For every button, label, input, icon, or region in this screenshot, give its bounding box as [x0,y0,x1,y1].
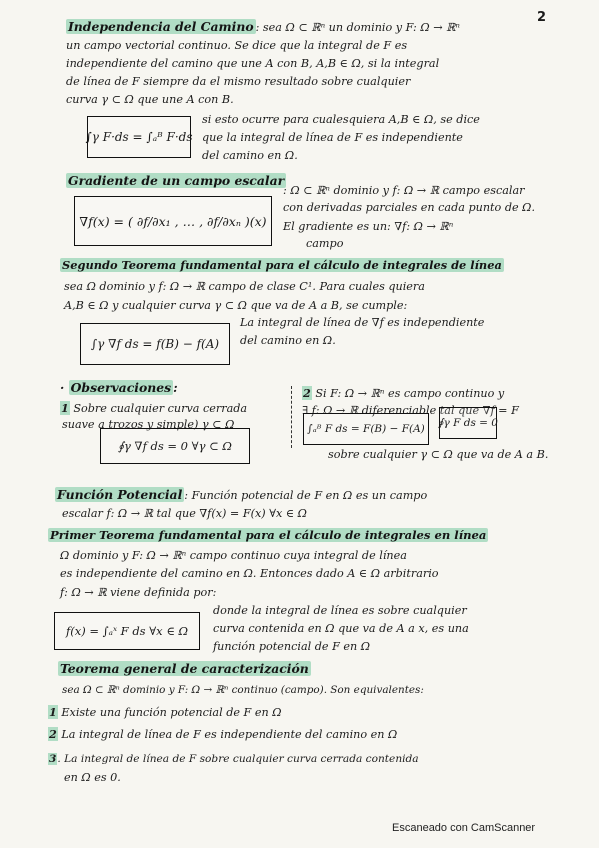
obs2-formula-b-box: ∮γ F ds = 0 [439,407,497,439]
s2-line-1: con derivadas parciales en cada punto de Ω. [283,201,536,214]
s3-formula-box: ∫γ ∇f ds = f(B) − f(A) [80,323,230,365]
page-number: 2 [537,10,547,25]
s6-line-0: Ω dominio y F: Ω → ℝⁿ campo continuo cuya integral de línea [60,549,407,562]
s1-line-2: independiente del camino que une A con B, A,B ∈ Ω, si la integral [66,57,440,70]
s2-line-0: : Ω ⊂ ℝⁿ dominio y f: Ω → ℝ campo escalar [283,184,525,197]
s3-line-0: sea Ω dominio y f: Ω → ℝ campo de clase C¹. Para cuales quiera [64,280,425,293]
s6-line-2: f: Ω → ℝ viene definida por: [60,586,217,599]
obs1-formula-box: ∮γ ∇f ds = 0 ∀γ ⊂ Ω [100,428,250,464]
s7-item-2-number: 2 [49,727,57,741]
obs2-number: 2 [303,386,311,400]
characterization-title: Teorema general de caracterización [60,661,309,676]
s7-item-3: 3. La integral de línea de F sobre cualquier curva cerrada contenida [49,753,419,765]
s5-line-1: escalar f: Ω → ℝ tal que ∇f(x) = F(x) ∀x ∈ Ω [62,507,307,520]
s6-note-1: curva contenida en Ω que va de A a x, es una [213,622,469,635]
s6-note-2: función potencial de F en Ω [213,640,371,653]
observations-title: · Observaciones : [60,380,178,395]
s2-line-3: campo [306,237,344,250]
potential-section [55,488,427,503]
s1-line-3: de línea de F siempre da el mismo resultado sobre cualquier [66,75,411,88]
obs2-caption: sobre cualquier γ ⊂ Ω que va de A a B. [328,448,549,461]
obs2-line-1: ∃ f: Ω → ℝ diferenciable tal que ∇f = F [302,404,519,417]
s1-note-1: que la integral de línea de F es independiente [202,131,463,144]
s7-item-2: 2 La integral de línea de F es independiente del camino en Ω [49,727,398,741]
s5-line-0: : Función potencial de F en Ω es un campo [184,489,428,502]
s3-note-1: del camino en Ω. [240,334,336,347]
s3-line-1: A,B ∈ Ω y cualquier curva γ ⊂ Ω que va de A a B, se cumple: [64,299,408,312]
s1-formula-box: ∫γ F·ds = ∫ₐᴮ F·ds [87,116,191,158]
s1-note-0: si esto ocurre para cualesquiera A,B ∈ Ω, se dice [202,113,480,126]
obs1-line-0: 1 Sobre cualquier curva cerrada [61,401,248,415]
s1-line-0: : sea Ω ⊂ ℝⁿ un dominio y F: Ω → ℝⁿ [255,21,460,34]
second-theorem-title: Segundo Teorema fundamental para el cálculo de integrales de línea [62,258,502,272]
s6-formula-box: f(x) = ∫ₐˣ F ds ∀x ∈ Ω [54,612,200,650]
s2-line-2: El gradiente es un: ∇f: Ω → ℝⁿ [283,220,454,233]
independence-section [66,20,460,35]
s7-item-1-number: 1 [49,705,57,719]
gradient-title: Gradiente de un campo escalar [68,173,285,188]
obs2-formula-a-box: ∫ₐᴮ F ds = F(B) − F(A) [303,413,429,445]
s7-item-3-number: 3 [49,753,57,765]
potential-title: Función Potencial [57,487,183,502]
s6-line-1: es independiente del camino en Ω. Entonces dado A ∈ Ω arbitrario [60,567,439,580]
s3-note-0: La integral de línea de ∇f es independiente [240,316,485,329]
s7-tail: en Ω es 0. [64,771,121,784]
scanner-watermark: Escaneado con CamScanner [392,822,536,834]
s7-item-1: 1 Existe una función potencial de F en Ω [49,705,282,719]
s1-note-2: del camino en Ω. [202,149,298,162]
observations-divider [291,386,292,448]
s1-line-1: un campo vectorial continuo. Se dice que la integral de F es [66,39,408,52]
obs1-number: 1 [61,401,69,415]
s6-note-0: donde la integral de línea es sobre cualquier [213,604,467,617]
s7-intro: sea Ω ⊂ ℝⁿ dominio y F: Ω → ℝⁿ continuo (campo). Son equivalentes: [62,684,424,696]
independence-title: Independencia del Camino [68,19,254,34]
obs1-line-1: suave a trozos y simple) γ ⊂ Ω [62,418,235,431]
first-theorem-title: Primer Teorema fundamental para el cálculo de integrales en línea [50,528,487,542]
s1-line-4: curva γ ⊂ Ω que une A con B. [66,93,234,106]
gradient-formula-box: ∇f(x) = ( ∂f/∂x₁ , … , ∂f/∂xₙ )(x) [74,196,272,246]
obs2-line-0: 2 Si F: Ω → ℝⁿ es campo continuo y [303,386,505,400]
